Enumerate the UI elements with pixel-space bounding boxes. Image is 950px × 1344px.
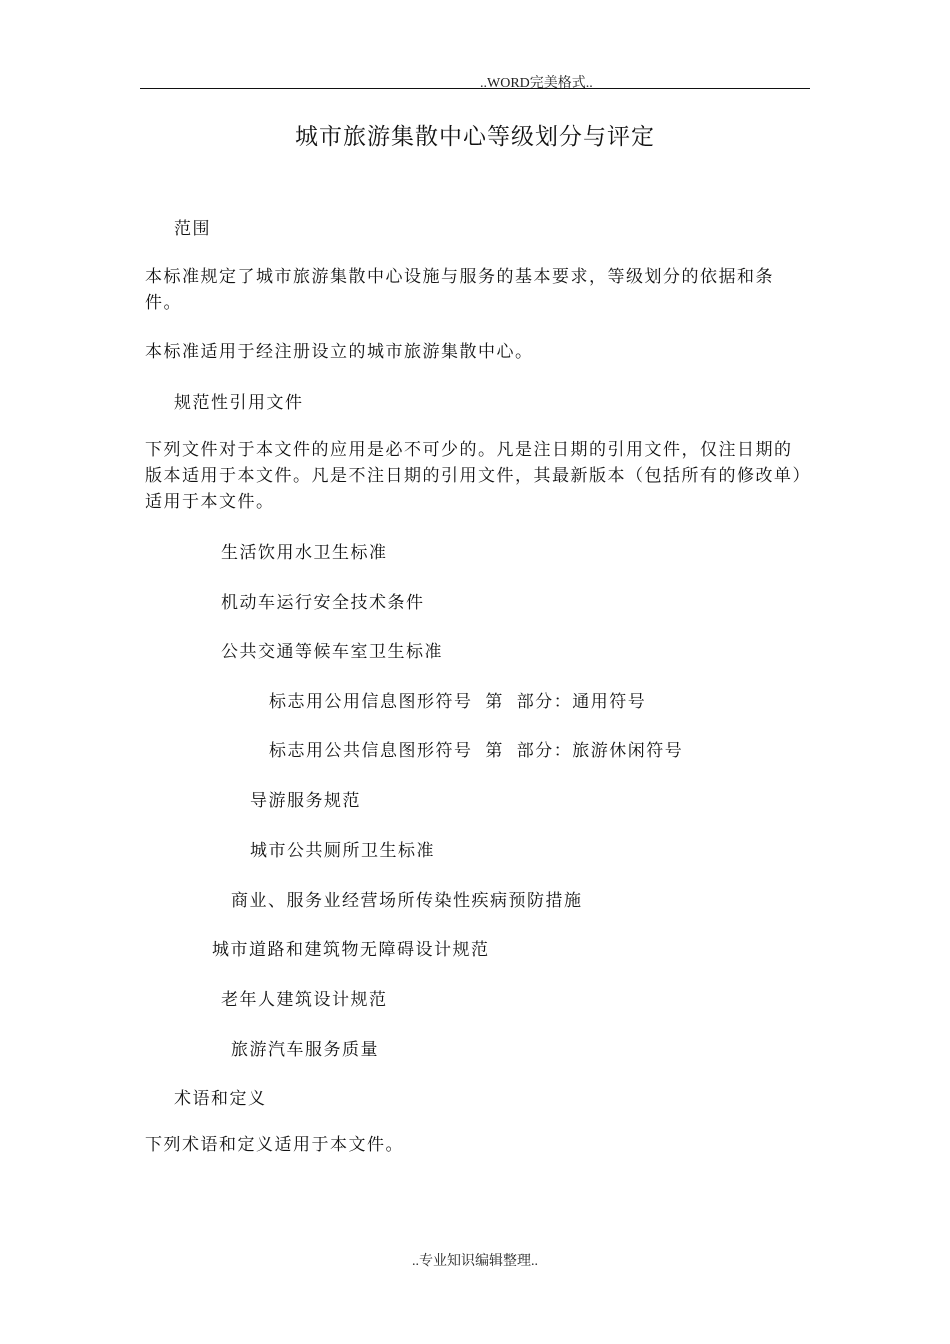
- reference-item: 标志用公共信息图形符号 第 部分：旅游休闲符号: [269, 741, 684, 761]
- terms-intro-paragraph: 下列术语和定义适用于本文件。: [145, 1135, 404, 1155]
- reference-item: 公共交通等候车室卫生标准: [221, 642, 443, 662]
- reference-item: 旅游汽车服务质量: [231, 1040, 379, 1060]
- reference-item: 城市公共厕所卫生标准: [250, 841, 435, 861]
- scope-paragraph-2: 本标准适用于经注册设立的城市旅游集散中心。: [145, 342, 534, 362]
- document-title: 城市旅游集散中心等级划分与评定: [295, 124, 655, 150]
- reference-item: 商业、服务业经营场所传染性疾病预防措施: [231, 891, 583, 911]
- section-heading-references: 规范性引用文件: [174, 393, 304, 413]
- section-heading-terms: 术语和定义: [174, 1089, 267, 1109]
- page-footer-text: ..专业知识编辑整理..: [412, 1254, 538, 1269]
- reference-item: 城市道路和建筑物无障碍设计规范: [212, 940, 490, 960]
- references-intro-paragraph: 下列文件对于本文件的应用是必不可少的。凡是注日期的引用文件，仅注日期的版本适用于本文件。凡是不注日期的引用文件，其最新版本（包括所有的修改单）适用于本文件。: [145, 440, 803, 512]
- scope-paragraph-1: 本标准规定了城市旅游集散中心设施与服务的基本要求，等级划分的依据和条件。: [145, 267, 774, 313]
- section-heading-scope: 范围: [174, 219, 211, 239]
- page-header-text: ..WORD完美格式..: [480, 76, 593, 91]
- header-rule: [140, 88, 810, 89]
- reference-item: 生活饮用水卫生标准: [221, 543, 388, 563]
- reference-item: 标志用公用信息图形符号 第 部分：通用符号: [269, 692, 647, 712]
- reference-item: 老年人建筑设计规范: [221, 990, 388, 1010]
- reference-item: 机动车运行安全技术条件: [221, 593, 425, 613]
- reference-item: 导游服务规范: [250, 791, 361, 811]
